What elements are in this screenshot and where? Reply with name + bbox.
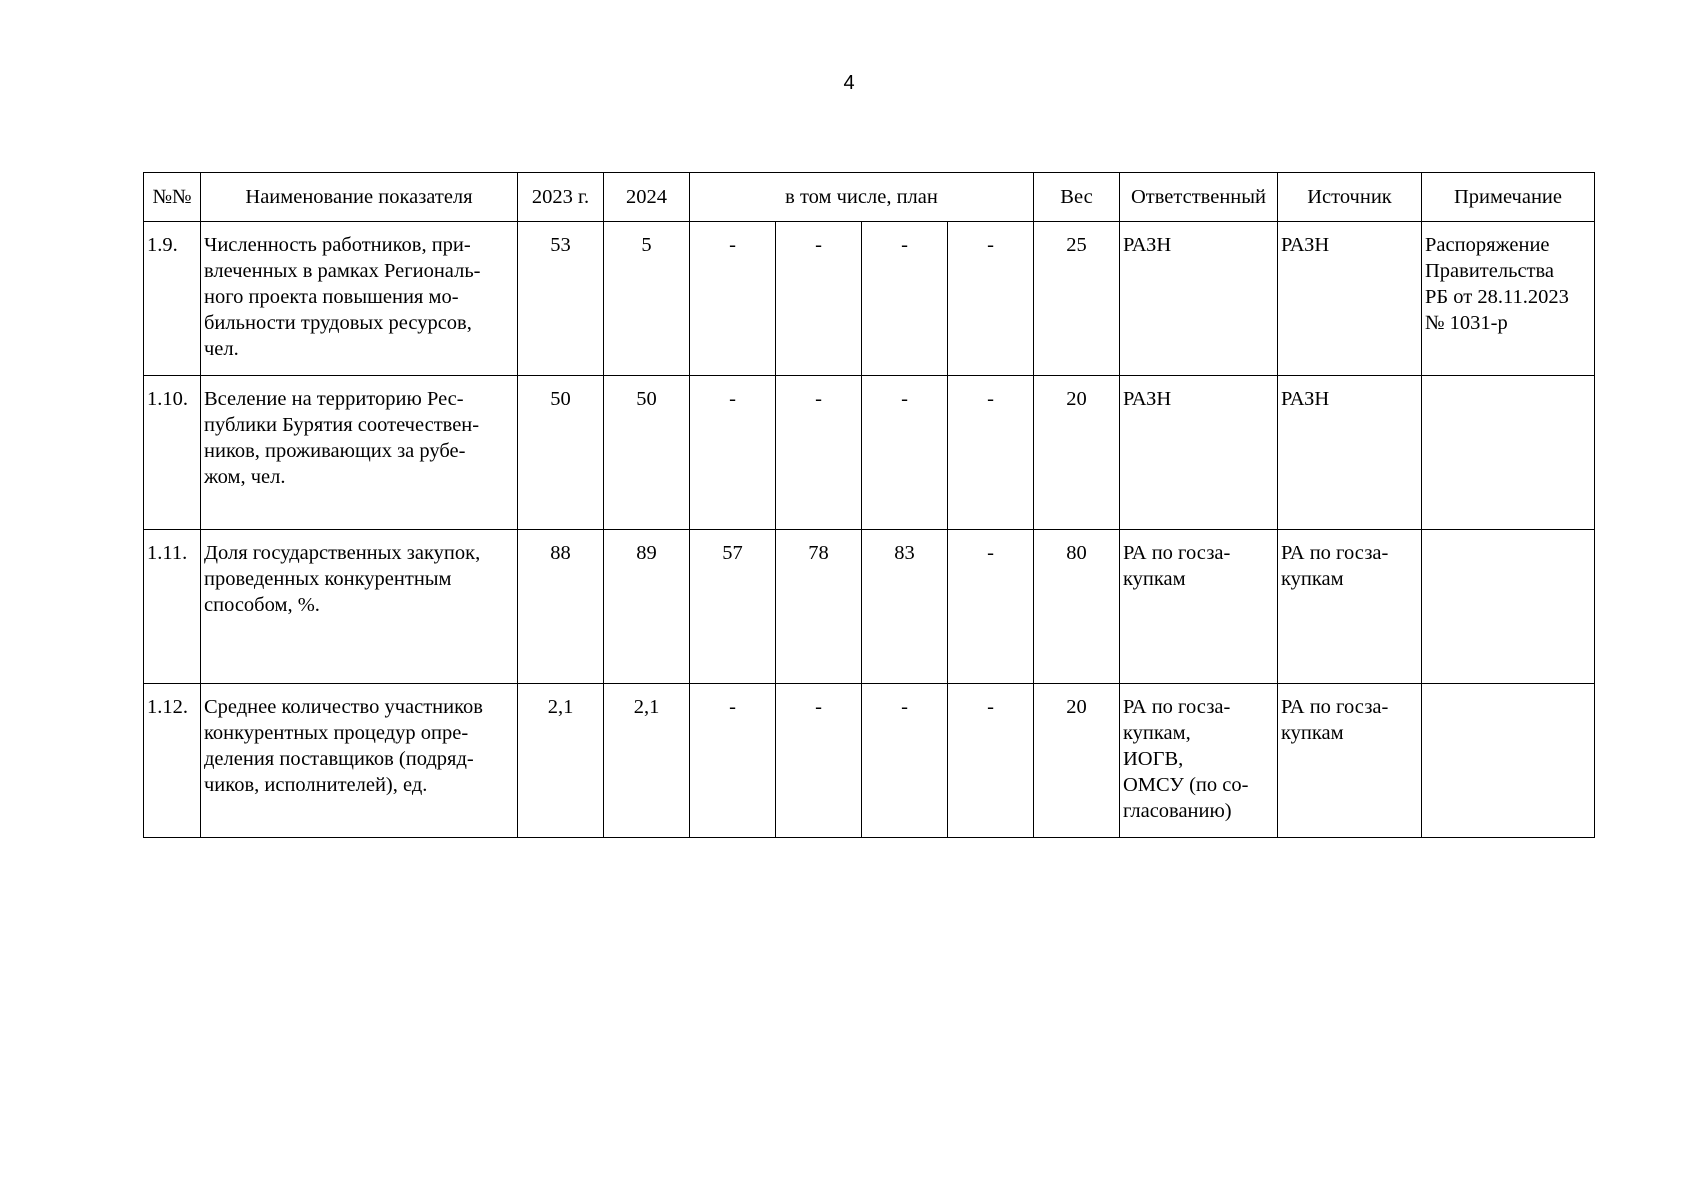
- value-2024: 50: [604, 376, 690, 530]
- header-2023: 2023 г.: [518, 173, 604, 222]
- value-2023: 53: [518, 222, 604, 376]
- value-2023: 50: [518, 376, 604, 530]
- plan-value: 78: [776, 530, 862, 684]
- row-number: 1.9.: [144, 222, 201, 376]
- row-number: 1.10.: [144, 376, 201, 530]
- weight-value: 20: [1034, 376, 1120, 530]
- plan-value: -: [862, 684, 948, 838]
- responsible-value: РА по госза- купкам, ИОГВ, ОМСУ (по со- гласованию): [1120, 684, 1278, 838]
- header-2024: 2024: [604, 173, 690, 222]
- plan-value: -: [690, 376, 776, 530]
- source-value: РА по госза- купкам: [1278, 530, 1422, 684]
- weight-value: 80: [1034, 530, 1120, 684]
- indicator-name: Численность работников, при- влеченных в рамках Региональ- ного проекта повышения мо- бильности трудовых ресурсов, чел.: [201, 222, 518, 376]
- plan-value: -: [862, 376, 948, 530]
- row-number: 1.12.: [144, 684, 201, 838]
- note-value: Распоряжение Правительства РБ от 28.11.2023 № 1031-р: [1422, 222, 1595, 376]
- indicator-name: Среднее количество участников конкурентных процедур опре- деления поставщиков (подряд- чиков, исполнителей), ед.: [201, 684, 518, 838]
- table-row: [144, 376, 1595, 530]
- plan-value: -: [948, 222, 1034, 376]
- header-name: Наименование показателя: [201, 173, 518, 222]
- row-number: 1.11.: [144, 530, 201, 684]
- header-row: [144, 173, 1595, 222]
- indicator-name: Вселение на территорию Рес- публики Бурятия соотечествен- ников, проживающих за рубе- жом, чел.: [201, 376, 518, 530]
- header-responsible: Ответственный: [1120, 173, 1278, 222]
- header-source: Источник: [1278, 173, 1422, 222]
- responsible-value: РА по госза- купкам: [1120, 530, 1278, 684]
- value-2024: 5: [604, 222, 690, 376]
- plan-value: -: [948, 376, 1034, 530]
- plan-value: -: [776, 684, 862, 838]
- header-plan: в том числе, план: [690, 173, 1034, 222]
- note-value: [1422, 376, 1595, 530]
- table-row: [144, 684, 1595, 838]
- indicator-name: Доля государственных закупок, проведенных конкурентным способом, %.: [201, 530, 518, 684]
- value-2024: 89: [604, 530, 690, 684]
- plan-value: -: [862, 222, 948, 376]
- table-row: [144, 222, 1595, 376]
- plan-value: 57: [690, 530, 776, 684]
- indicators-table: [143, 172, 1595, 838]
- source-value: РАЗН: [1278, 376, 1422, 530]
- plan-value: -: [776, 376, 862, 530]
- note-value: [1422, 684, 1595, 838]
- header-note: Примечание: [1422, 173, 1595, 222]
- plan-value: -: [776, 222, 862, 376]
- page-number: 4: [843, 72, 855, 94]
- weight-value: 25: [1034, 222, 1120, 376]
- plan-value: -: [948, 530, 1034, 684]
- responsible-value: РАЗН: [1120, 222, 1278, 376]
- value-2023: 2,1: [518, 684, 604, 838]
- plan-value: -: [690, 684, 776, 838]
- plan-value: 83: [862, 530, 948, 684]
- plan-value: -: [948, 684, 1034, 838]
- value-2024: 2,1: [604, 684, 690, 838]
- responsible-value: РАЗН: [1120, 376, 1278, 530]
- value-2023: 88: [518, 530, 604, 684]
- plan-value: -: [690, 222, 776, 376]
- weight-value: 20: [1034, 684, 1120, 838]
- header-weight: Вес: [1034, 173, 1120, 222]
- source-value: РА по госза- купкам: [1278, 684, 1422, 838]
- note-value: [1422, 530, 1595, 684]
- table-row: [144, 530, 1595, 684]
- header-num: №№: [144, 173, 201, 222]
- source-value: РАЗН: [1278, 222, 1422, 376]
